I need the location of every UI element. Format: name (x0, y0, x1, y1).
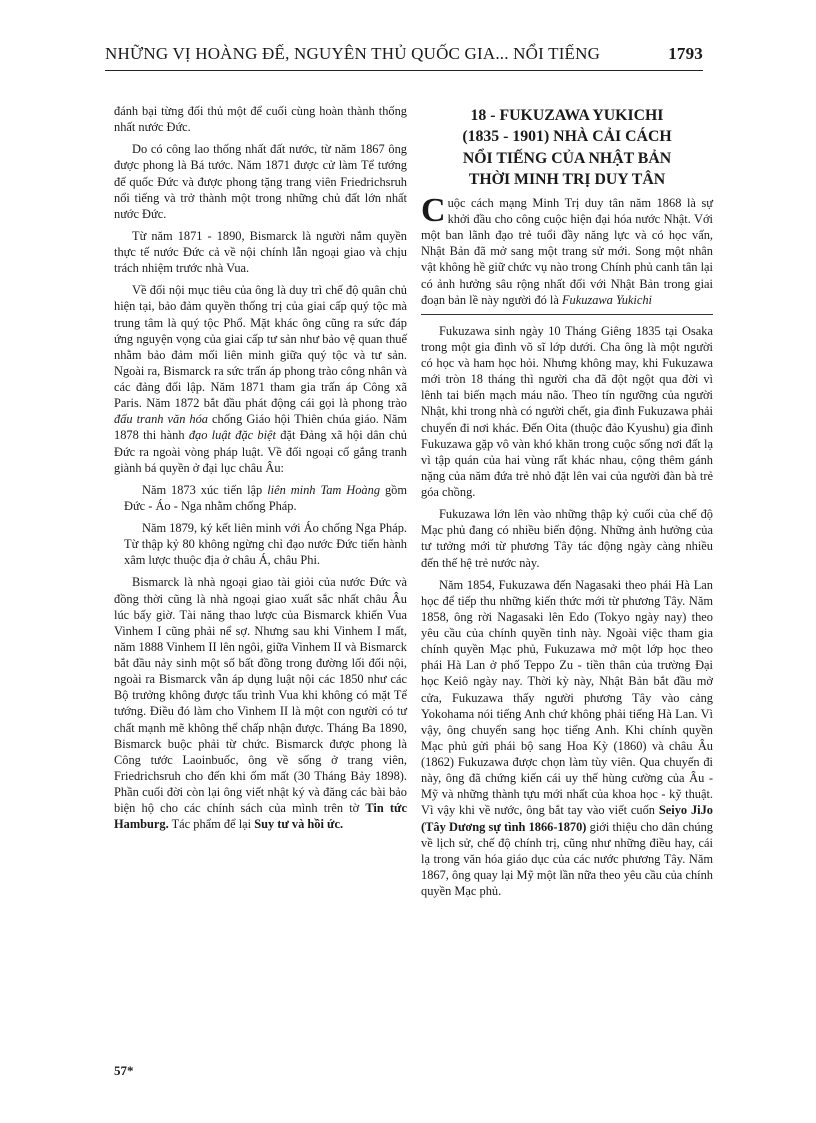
paragraph: đánh bại từng đối thủ một để cuối cùng hoàn thành thống nhất nước Đức. (114, 104, 407, 135)
text-run: Năm 1854, Fukuzawa đến Nagasaki theo phái Hà Lan học để tiếp thu những kiến thức mới từ phương Tây. Năm 1858, ông rời Nagasaki lên Edo (Tokyo ngày nay) theo yêu cầu của chính quyền tỉnh này. Ngoài việc tham gia chính quyền Mạc phủ, Fukuzawa mở một lớp học theo phái Hà Lan ở phố Teppo Zu - tiền thân của trường Đại học Keiô ngày nay. Thời kỳ này, Nhật Bản bắt đầu mở cửa, Fukuzawa thấy người phương Tây vào cảng Yokohama nói tiếng Anh chứ không phải tiếng Hà Lan. Vì vậy, ông chuyển sang học tiếng Anh. Khi chính quyền Mạc phủ gửi phái bộ sang Hoa Kỳ (1860) và châu Âu (1862) Fukuzawa được chọn làm tùy viên. Qua chuyến đi này, ông đã chứng kiến cái uy thế hùng cường của Âu - Mỹ và những thành tựu mới nhất của khoa học - kỹ thuật. Vì vậy khi về nước, ông bắt tay vào viết cuốn (421, 577, 713, 818)
bold-title: Suy tư và hồi ức. (254, 817, 344, 832)
emphasis: Fukuzawa Yukichi (561, 292, 652, 307)
intro-paragraph (421, 191, 713, 308)
header-rule (105, 70, 703, 71)
paragraph: Fukuzawa sinh ngày 10 Tháng Giêng 1835 tại Osaka trong một gia đình võ sĩ lớp dưới. Cha ông là một người có học và ham học hỏi. Nhưng không may, khi Fukuzawa mới tròn 18 tháng thì người cha đã đột ngột qua đời vì lênh tai biến mạch máu não. Theo tín ngưỡng của người Nhật, khi trong nhà có người chết, gia đình Fukuzawa phải chuyển đi nơi khác. Đến Oita (thuộc đảo Kyushu) gia đình Fukuzawa gặp vô vàn khó khăn trong cuộc sống nơi đất lạ vì tập quán của hai vùng rất khác nhau, cộng thêm gánh nặng của năm đứa trẻ nhỏ đặt lên vai của người đàn bà trẻ góa chồng. (421, 323, 713, 499)
bold-title: Tin tức Hamburg. (114, 801, 407, 832)
paragraph (114, 282, 407, 476)
text-run: Năm 1873 xúc tiến lập (142, 482, 268, 497)
footer-signature: 57* (114, 1063, 134, 1078)
emphasis: đạo luật đặc biệt (188, 428, 276, 443)
text-run: chống Giáo hội Thiên chúa giáo. Năm 1878 thi hành (114, 412, 407, 443)
paragraph: Fukuzawa lớn lên vào những thập kỷ cuối của chế độ Mạc phủ đang có nhiều biến động. Những ảnh hưởng của tư tưởng mới từ phương Tây tác động ngày càng nhiều đến thế hệ trẻ nước này. (421, 507, 713, 570)
emphasis: đấu tranh văn hóa (114, 412, 208, 427)
paragraph (114, 574, 407, 832)
drop-cap: C (421, 191, 446, 229)
running-header (105, 44, 703, 64)
paragraph: Từ năm 1871 - 1890, Bismarck là người nắm quyền thực tế nước Đức cả về nội chính lẫn ngoại giao và chịu trách nhiệm trước nhà Vua. (114, 228, 407, 276)
text-run: uộc cách mạng Minh Trị duy tân năm 1868 là sự khởi đầu cho công cuộc hiện đại hóa nước Nhật. Với một ban lãnh đạo trẻ tuổi đầy năng lực và có học vấn, Nhật Bản đã mở sang một trang sử mới. Song một nhân vật không hề giữ chức vụ nào trong Chính phủ canh tân lại có ảnh hưởng sâu rộng nhất đối với Nhật Bản trong giai đoạn bản lề này người đó là (421, 195, 713, 307)
title-line: NỔI TIẾNG CỦA NHẬT BẢN (462, 149, 672, 167)
right-column (421, 105, 713, 905)
page-number: 1793 (668, 44, 703, 63)
text-run: Về đối nội mục tiêu của ông là duy trì chế độ quân chủ hiện tại, bảo đảm quyền thống trị của giai cấp quý tộc mà trung tâm là quý tộc Phổ. Mặt khác ông cũng ra sức đáp ứng nguyện vọng của giai cấp tư sản như bảo vệ quan thuế nhằm bảo đảm mối liên minh giữa quý tộc và tư sản. Ngoài ra, Bismarck ra sức trấn áp phong trào công nhân và các đảng đối lập. Năm 1871 tham gia trấn áp Công xã Paris. Năm 1872 bắt đầu phát động cái gọi là phong trào (114, 283, 407, 411)
title-line: 18 - FUKUZAWA YUKICHI (470, 107, 664, 124)
paragraph: Do có công lao thống nhất đất nước, từ năm 1867 ông được phong là Bá tước. Năm 1871 được cử làm Tể tướng đế quốc Đức và được phong tặng trang viên Friedrichsruh nổi tiếng và trở thành một trong những chủ đất lớn nhất nước Đức. (114, 142, 407, 221)
paragraph: Năm 1879, ký kết liên minh với Áo chống Nga Pháp. Từ thập kỷ 80 không ngừng chỉ đạo nước Đức tiến hành xâm lược thuộc địa ở châu Á, châu Phi. (124, 521, 407, 568)
text-run: gồm Đức - Áo - Nga nhằm chống Pháp. (124, 482, 408, 513)
text-run: Bismarck là nhà ngoại giao tài giỏi của nước Đức và đồng thời cũng là nhà ngoại giao xuất sắc nhất châu Âu lúc bấy giờ. Tài năng thao lược của Bismarck khiến Vua Vinhem I cũng phải nể sợ. Nhưng sau khi Vinhem I mất, năm 1888 Vinhem II lên ngôi, giữa Vinhem II và Bismarck bắt đầu nảy sinh một số bất đồng trong đường lối đối nội, ngoài ra Bismarck vẫn áp dụng luật nội các 1850 như các Bộ trưởng không được tấu trình Vua khi không có mặt Tể tướng. Điều đó làm cho Vinhem II là một con người có tư chất mạnh mẽ không thể chấp nhận được. Tháng Ba 1890, Bismarck buộc phải từ chức. Bismarck được phong là Công tước Laoinbuốc, ông về sống ở trang viên, Friedrichsruh cho đến khi ốm mất (30 Tháng Bảy 1898). Phần cuối đời còn lại ông viết nhật ký và đăng các bài bảo biện hộ cho các chính sách của mình trên tờ (114, 575, 407, 816)
running-title: NHỮNG VỊ HOÀNG ĐẾ, NGUYÊN THỦ QUỐC GIA... NỔI TIẾNG (105, 44, 601, 63)
paragraph (124, 482, 407, 514)
bold-title: Seiyo JiJo (Tây Dương sự tình 1866-1870) (421, 803, 713, 834)
text-run: đặt Đảng xã hội dân chủ Đức ra ngoài vòng pháp luật. Về đối ngoại cố gắng tranh giành bá quyền ở đại lục châu Âu: (114, 428, 407, 475)
title-line: THỜI MINH TRỊ DUY TÂN (468, 171, 666, 189)
title-line: (1835 - 1901) NHÀ CẢI CÁCH (462, 128, 672, 146)
text-run: giới thiệu cho dân chúng về lịch sử, chế độ chính trị, cũng như những điều hay, cái lạ trong văn hóa giáo dục của các nước phương Tây. Năm 1867, ông quay lại Mỹ một lần nữa theo yêu cầu của chính quyền Mạc phủ. (421, 819, 713, 898)
left-column (114, 103, 407, 838)
section-title (421, 105, 713, 191)
emphasis: liên minh Tam Hoàng (267, 482, 381, 497)
paragraph (421, 577, 713, 900)
divider (421, 314, 713, 315)
text-run: Tác phẩm để lại (168, 817, 255, 832)
